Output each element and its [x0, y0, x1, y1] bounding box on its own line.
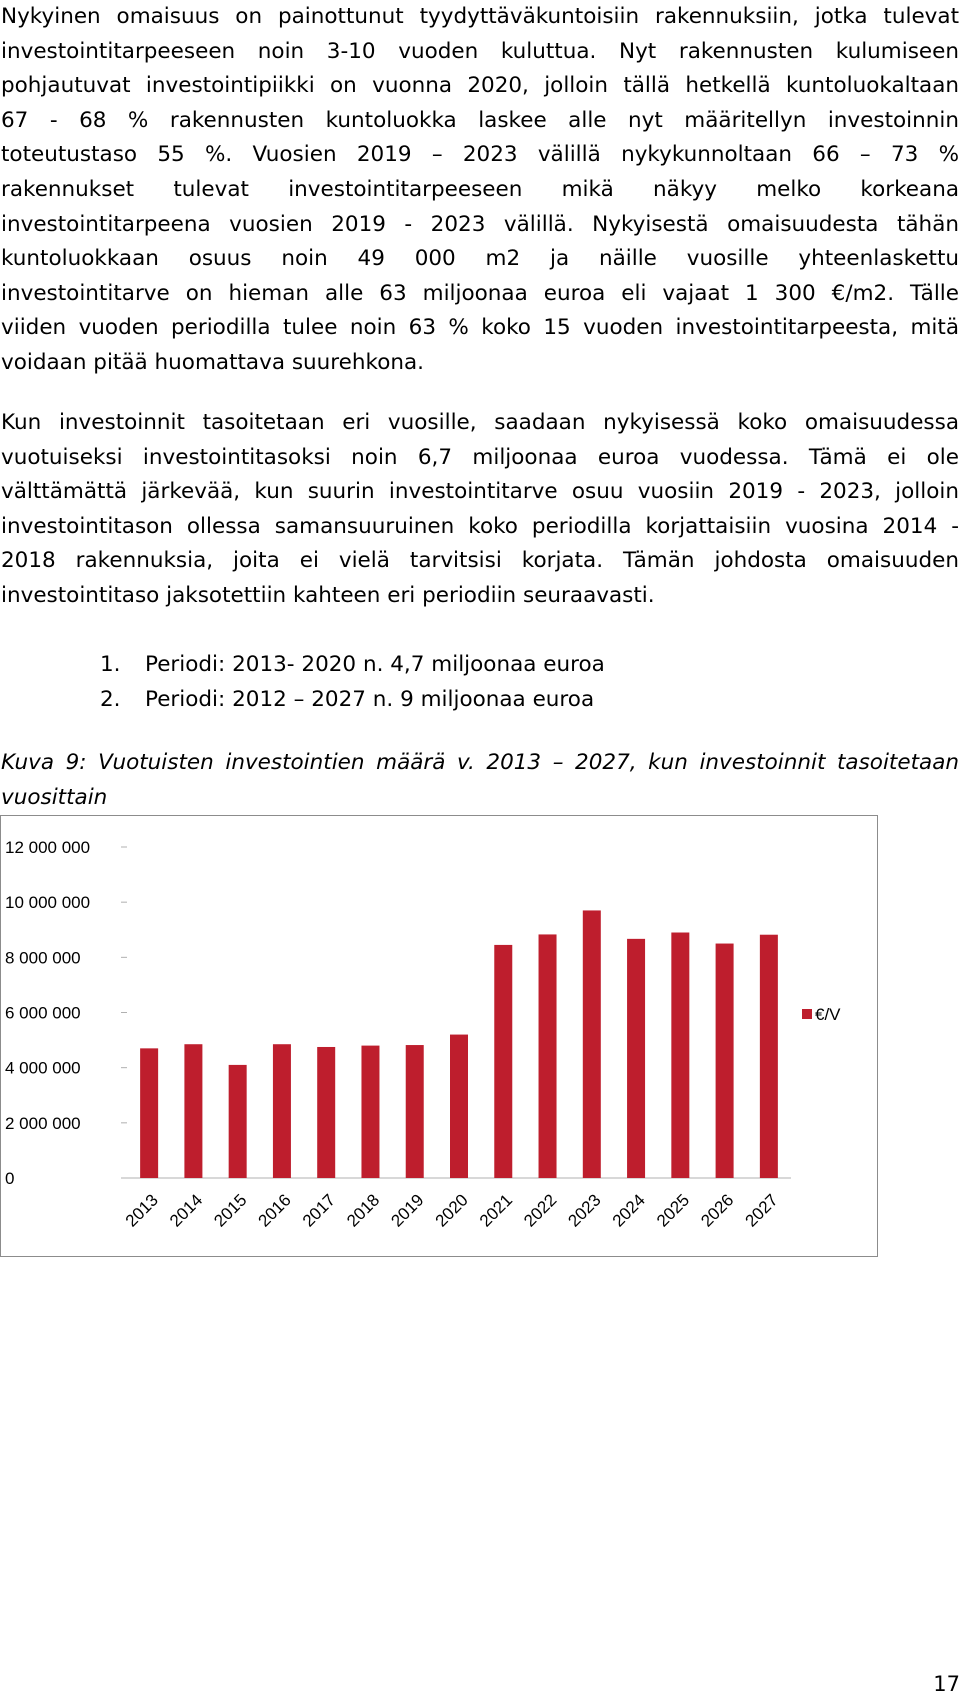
y-tick-label: 0: [5, 1169, 15, 1188]
text-line: toteutustaso 55 %. Vuosien 2019 – 2023 välillä nykykunnoltaan 66 – 73 %: [1, 142, 959, 168]
y-tick-label: 2 000 000: [5, 1113, 81, 1133]
x-tick-label: 2025: [652, 1190, 694, 1231]
text-line: vuotuiseksi investointitasoksi noin 6,7 miljoonaa euroa vuodessa. Tämä ei ole: [1, 444, 959, 470]
x-tick-label: 2024: [608, 1190, 649, 1231]
text-line: voidaan pitää huomattava suurehkona.: [1, 349, 424, 375]
bar-2018: [361, 1046, 379, 1178]
page-number: 17: [933, 1672, 960, 1696]
legend-swatch: [802, 1009, 812, 1019]
list-item: [100, 683, 605, 718]
list-item: [100, 648, 605, 683]
x-tick-label: 2018: [343, 1190, 384, 1231]
y-tick-label: 10 000 000: [5, 893, 91, 913]
x-tick-label: 2017: [298, 1190, 340, 1231]
text-line: viiden vuoden periodilla tulee noin 63 % koko 15 vuoden investointitarpeesta, mitä: [1, 315, 959, 341]
bar-2020: [450, 1035, 468, 1178]
x-tick-label: 2015: [210, 1190, 251, 1231]
y-tick-label: 6 000 000: [5, 1003, 81, 1023]
x-tick-label: 2026: [697, 1190, 738, 1231]
bar-chart-svg: [1, 816, 877, 1256]
x-tick-label: 2023: [564, 1190, 605, 1231]
y-tick-label: 4 000 000: [5, 1058, 81, 1078]
text-line: investointitaso jaksotettiin kahteen eri periodiin seuraavasti.: [1, 582, 655, 608]
text-line: välttämättä järkevää, kun suurin investointitarve osuu vuosiin 2019 - 2023, jolloin: [1, 479, 959, 505]
x-tick-label: 2020: [431, 1190, 472, 1231]
paragraph-investment-leveling: [1, 406, 959, 614]
x-tick-label: 2014: [166, 1190, 207, 1231]
bar-2016: [273, 1044, 291, 1178]
bar-2019: [406, 1045, 424, 1178]
text-line: investointitarve on hieman alle 63 miljoonaa euroa eli vajaat 1 300 €/m2. Tälle: [1, 280, 959, 306]
bar-2021: [494, 945, 512, 1178]
legend-label: €/V: [815, 1005, 841, 1024]
caption-line: Kuva 9: Vuotuisten investointien määrä v. 2013 – 2027, kun investoinnit tasoitetaan: [1, 750, 959, 775]
x-tick-label: 2019: [387, 1190, 428, 1231]
text-line: 67 - 68 % rakennusten kuntoluokka laskee alle nyt määritellyn investoinnin: [1, 107, 959, 133]
x-tick-label: 2022: [520, 1190, 561, 1231]
list-number: 2.: [100, 686, 121, 712]
text-line: Nykyinen omaisuus on painottunut tyydyttäväkuntoisiin rakennuksiin, jotka tulevat: [1, 4, 959, 29]
list-number: 1.: [100, 652, 121, 677]
x-tick-label: 2021: [475, 1190, 517, 1231]
bar-2025: [671, 933, 689, 1178]
paragraph-investment-need: [1, 0, 959, 381]
x-tick-label: 2013: [121, 1190, 162, 1231]
x-tick-label: 2016: [254, 1190, 295, 1231]
bar-2022: [539, 934, 557, 1178]
caption-line: vuosittain: [1, 784, 108, 810]
x-tick-label: 2027: [741, 1190, 782, 1231]
text-line: Kun investoinnit tasoitetaan eri vuosille, saadaan nykyisessä koko omaisuudessa: [1, 410, 959, 435]
list-text: Periodi: 2012 – 2027 n. 9 miljoonaa euroa: [145, 686, 595, 712]
bar-2027: [760, 935, 778, 1178]
text-line: pohjautuvat investointipiikki on vuonna 2020, jolloin tällä hetkellä kuntoluokaltaan: [1, 73, 959, 99]
text-line: 2018 rakennuksia, joita ei vielä tarvitsisi korjata. Tämän johdosta omaisuuden: [1, 548, 959, 574]
bar-2026: [716, 944, 734, 1178]
bar-2017: [317, 1047, 335, 1178]
bar-2014: [184, 1044, 202, 1178]
text-line: investointitarpeena vuosien 2019 - 2023 välillä. Nykyisestä omaisuudesta tähän: [1, 211, 959, 237]
y-tick-label: 8 000 000: [5, 948, 81, 968]
bar-2015: [229, 1065, 247, 1178]
bar-2023: [583, 910, 601, 1178]
y-tick-label: 12 000 000: [5, 838, 91, 857]
list-text: Periodi: 2013- 2020 n. 4,7 miljoonaa euroa: [145, 652, 605, 677]
figure-caption: [1, 746, 959, 815]
text-line: kuntoluokkaan osuus noin 49 000 m2 ja näille vuosille yhteenlaskettu: [1, 246, 959, 272]
bar-2024: [627, 939, 645, 1178]
bar-chart: [0, 815, 878, 1257]
period-list: [100, 648, 605, 717]
text-line: investointitarpeeseen noin 3-10 vuoden kuluttua. Nyt rakennusten kulumiseen: [1, 38, 959, 64]
text-line: rakennukset tulevat investointitarpeeseen mikä näkyy melko korkeana: [1, 176, 959, 202]
text-line: investointitason ollessa samansuuruinen koko periodilla korjattaisiin vuosina 2014 -: [1, 513, 959, 539]
bar-2013: [140, 1048, 158, 1178]
